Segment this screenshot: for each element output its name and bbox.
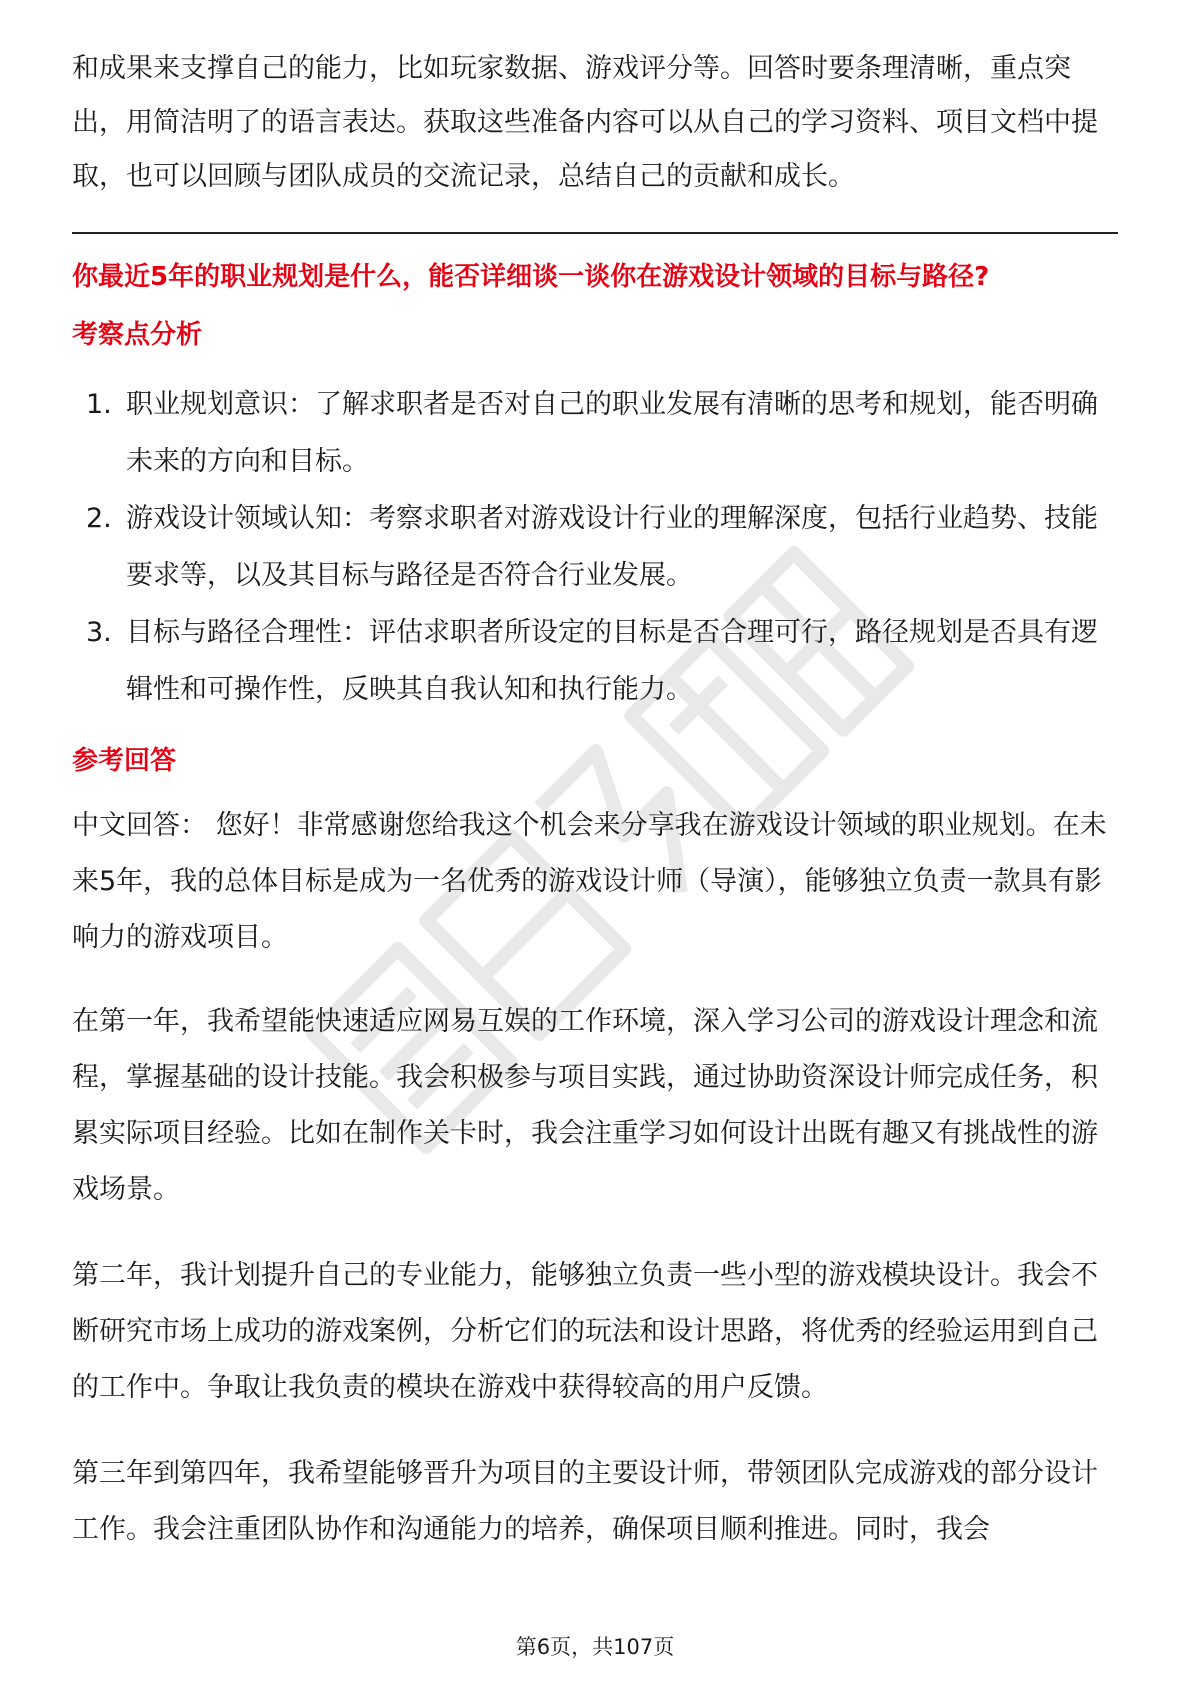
answer-paragraph: 第二年，我计划提升自己的专业能力，能够独立负责一些小型的游戏模块设计。我会不断研究市场上成功的游戏案例，分析它们的玩法和设计思路，将优秀的经验运用到自己的工作中。争取让我负责的模块在游戏中获得较高的用户反馈。: [72, 1260, 1098, 1403]
answer-heading: 参考回答: [72, 746, 177, 776]
list-item-text: 目标与路径合理性：评估求职者所设定的目标是否合理可行，路径规划是否具有逻辑性和可操作性，反映其自我认知和执行能力。: [126, 617, 1098, 705]
answer-paragraph: 第三年到第四年，我希望能够晋升为项目的主要设计师，带领团队完成游戏的部分设计工作。我会注重团队协作和沟通能力的培养，确保项目顺利推进。同时，我会: [72, 1458, 1098, 1545]
document-page: [72, 42, 1118, 1588]
list-item-number: 2.: [86, 503, 112, 534]
answer-paragraph: 在第一年，我希望能快速适应网易互娱的工作环境，深入学习公司的游戏设计理念和流程，掌握基础的设计技能。我会积极参与项目实践，通过协助资深设计师完成任务，积累实际项目经验。比如在制作关卡时，我会注重学习如何设计出既有趣又有挑战性的游戏场景。: [72, 1006, 1098, 1205]
list-item-text: 游戏设计领域认知：考察求职者对游戏设计行业的理解深度，包括行业趋势、技能要求等，以及其目标与路径是否符合行业发展。: [126, 503, 1098, 591]
intro-paragraph: 和成果来支撑自己的能力，比如玩家数据、游戏评分等。回答时要条理清晰，重点突出，用简洁明了的语言表达。获取这些准备内容可以从自己的学习资料、项目文档中提取，也可以回顾与团队成员的交流记录，总结自己的贡献和成长。: [72, 53, 1098, 192]
list-item: [72, 604, 1118, 718]
page-footer: 第6页，共107页: [515, 1635, 675, 1659]
answer-paragraph: 中文回答： 您好！非常感谢您给我这个机会来分享我在游戏设计领域的职业规划。在未来5年，我的总体目标是成为一名优秀的游戏设计师（导演），能够独立负责一款具有影响力的游戏项目。: [72, 810, 1107, 953]
list-item: [72, 376, 1118, 490]
list-item: [72, 490, 1118, 604]
analysis-heading: 考察点分析: [72, 320, 203, 350]
section-divider: [72, 232, 1118, 234]
list-item-text: 职业规划意识：了解求职者是否对自己的职业发展有清晰的思考和规划，能否明确未来的方向和目标。: [126, 389, 1098, 477]
analysis-list: [72, 376, 1118, 718]
list-item-number: 3.: [86, 617, 112, 648]
question-heading: 你最近5年的职业规划是什么，能否详细谈一谈你在游戏设计领域的目标与路径?: [72, 262, 990, 292]
list-item-number: 1.: [86, 389, 112, 420]
